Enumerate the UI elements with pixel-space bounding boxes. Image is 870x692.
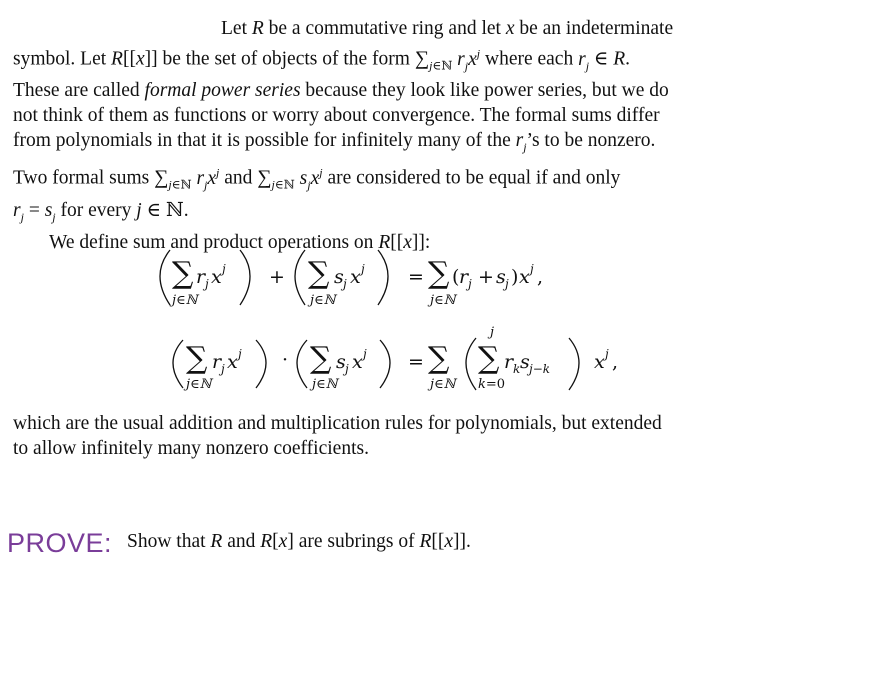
- svg-text:·: ·: [282, 349, 289, 371]
- svg-text:j: j: [505, 277, 509, 291]
- closing-line-2: to allow infinitely many nonzero coefficients.: [13, 438, 369, 459]
- svg-text:x: x: [519, 266, 530, 288]
- svg-text:,: ,: [612, 351, 619, 373]
- svg-text:(: (: [452, 266, 460, 288]
- svg-text:j: j: [205, 277, 209, 291]
- svg-text:j: j: [222, 262, 226, 276]
- definition-line-8: We define sum and product operations on R[[x]]:: [49, 231, 431, 253]
- svg-text:r: r: [504, 351, 514, 373]
- svg-text:j∈ℕ: j∈ℕ: [172, 293, 198, 308]
- prove-statement: Show that R and R[x] are subrings of R[[x]].: [127, 531, 471, 552]
- svg-text:s: s: [520, 351, 530, 373]
- svg-text:+: +: [478, 266, 494, 288]
- svg-text:s: s: [336, 351, 346, 373]
- svg-text:j: j: [605, 347, 609, 361]
- svg-text:j: j: [363, 347, 367, 361]
- svg-text:): ): [511, 266, 519, 288]
- svg-text:j: j: [238, 347, 242, 361]
- svg-text:j: j: [221, 362, 225, 376]
- svg-text:j: j: [361, 262, 365, 276]
- svg-text:∑: ∑: [428, 341, 450, 376]
- definition-line-4: not think of them as functions or worry about convergence. The formal sums differ: [13, 105, 660, 127]
- svg-text:s: s: [334, 266, 344, 288]
- svg-text:k=0: k=0: [478, 377, 506, 392]
- definition-line-6: Two formal sums $\sum_{j\in ℕ}$ $r_jx^j$ and $\sum_{j\in ℕ}$ $s_jx^j$ are considered to be equal if and only: [13, 165, 621, 192]
- svg-text:j: j: [343, 277, 347, 291]
- svg-text:j: j: [490, 325, 495, 340]
- product-equation: [173, 325, 618, 392]
- definition-line-3: These are called formal power series because they look like power series, but we do: [13, 80, 669, 102]
- svg-text:j∈ℕ: j∈ℕ: [430, 377, 456, 392]
- svg-text:=: =: [408, 351, 424, 373]
- svg-text:∑: ∑: [186, 341, 208, 376]
- svg-text:x: x: [594, 351, 605, 373]
- svg-text:j∈ℕ: j∈ℕ: [186, 377, 212, 392]
- svg-text:∑: ∑: [308, 256, 330, 291]
- svg-text:j∈ℕ: j∈ℕ: [312, 377, 338, 392]
- svg-text:j: j: [468, 277, 472, 291]
- svg-text:,: ,: [537, 266, 544, 288]
- definition-line-7: $r_j = s_j$ for every j ∈ ℕ.: [13, 199, 189, 224]
- svg-text:x: x: [352, 351, 363, 373]
- svg-text:∑: ∑: [478, 341, 500, 376]
- svg-text:r: r: [212, 351, 222, 373]
- svg-text:j−k: j−k: [529, 362, 551, 376]
- svg-text:j: j: [530, 262, 534, 276]
- svg-text:j∈ℕ: j∈ℕ: [430, 293, 456, 308]
- sum-equation: [160, 250, 543, 308]
- svg-text:∑: ∑: [428, 256, 450, 291]
- svg-text:j: j: [345, 362, 349, 376]
- svg-text:j∈ℕ: j∈ℕ: [310, 293, 336, 308]
- svg-text:s: s: [496, 266, 506, 288]
- closing-line-1: which are the usual addition and multiplication rules for polynomials, but extended: [13, 413, 662, 434]
- svg-text:x: x: [350, 266, 361, 288]
- definition-line-5: from polynomials in that it is possible for infinitely many of the $r_j’s$ to be nonzero.: [13, 130, 656, 155]
- svg-text:∑: ∑: [310, 341, 332, 376]
- svg-text:=: =: [408, 266, 424, 288]
- prove-label: PROVE:: [7, 528, 113, 558]
- svg-text:r: r: [459, 266, 469, 288]
- svg-text:k: k: [513, 362, 521, 376]
- definition-line-1: Let R be a commutative ring and let x be an indeterminate: [221, 18, 674, 39]
- svg-text:x: x: [227, 351, 238, 373]
- svg-text:r: r: [196, 266, 206, 288]
- svg-text:x: x: [211, 266, 222, 288]
- closing-paragraph: [13, 411, 763, 461]
- definition-line-2: symbol. Let R[[x]] be the set of objects of the form $\sum_{j\in ℕ}$ $r_jx^j$ where each $r_j$ ∈ R.: [13, 46, 631, 73]
- svg-text:∑: ∑: [172, 256, 194, 291]
- svg-text:+: +: [269, 266, 285, 288]
